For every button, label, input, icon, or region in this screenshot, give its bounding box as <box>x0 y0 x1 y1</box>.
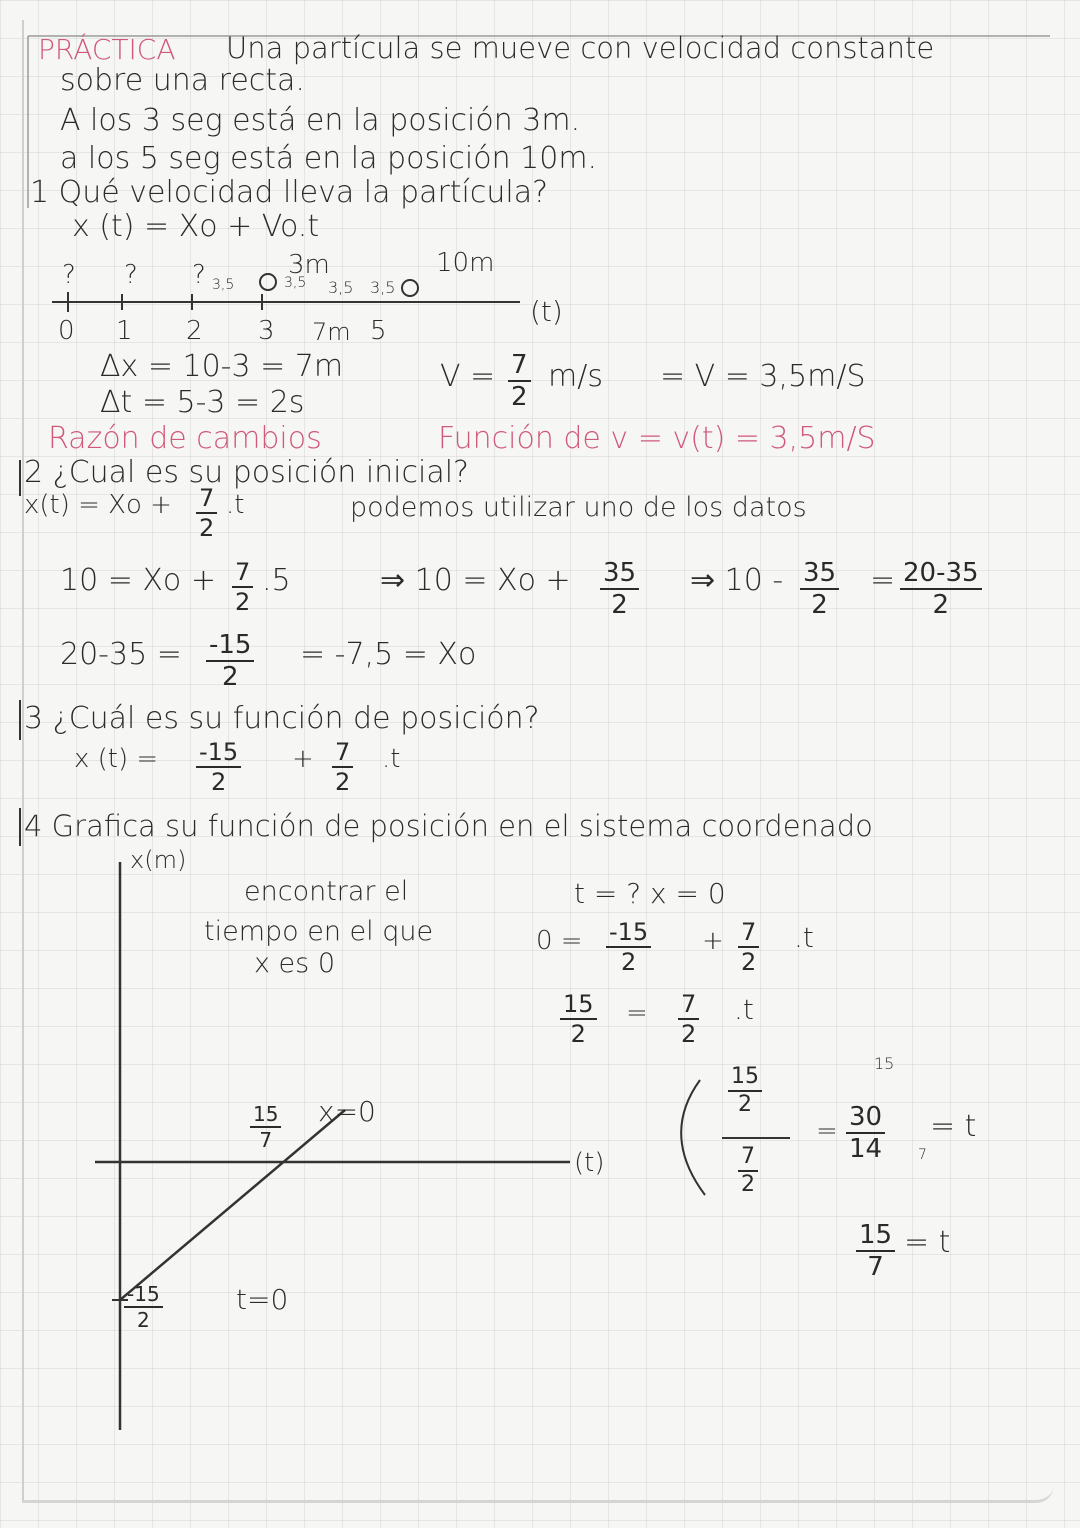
q4-eq2-frac2 <box>678 992 699 1046</box>
q3-pre: x (t) = <box>74 744 159 774</box>
q4-eq2-t: .t <box>734 993 754 1026</box>
q2-eq-num: 7 <box>196 486 217 514</box>
q4-eq2-frac1 <box>560 992 597 1046</box>
nl-question-3: ? <box>192 260 206 290</box>
graph-y-intercept-label <box>124 1284 163 1330</box>
q4-c-bot-frac <box>738 1146 758 1196</box>
q2-result: = -7,5 = Xo <box>300 637 477 672</box>
q2-step4-frac <box>900 560 982 618</box>
graph-root-num: 15 <box>250 1104 281 1128</box>
q4-final-num: 15 <box>856 1222 895 1252</box>
q2-eq-pre: x(t) = Xo + <box>24 490 172 520</box>
q4-eq1-den1: 2 <box>620 948 637 976</box>
q4-c-bot-den: 2 <box>741 1172 755 1197</box>
q4-eq1-num2: 7 <box>738 920 759 948</box>
q2-eq-den: 2 <box>199 514 215 542</box>
q2-step5-frac <box>206 632 254 690</box>
formula-position: x (t) = Xo + Vo.t <box>72 209 320 244</box>
q3-frac2 <box>332 740 353 794</box>
q2-step3-num: 35 <box>800 560 839 590</box>
question-4: 4 Grafica su función de posición en el sistema coordenado <box>24 809 873 843</box>
q3-post: .t <box>382 744 401 774</box>
q4-t-question: t = ? x = 0 <box>574 877 726 910</box>
graph-t-axis-label: (t) <box>574 1148 605 1178</box>
q2-step1-den: 2 <box>235 588 251 616</box>
q4-note-2: tiempo en el que <box>204 916 434 947</box>
calc-v-den: 2 <box>511 382 528 412</box>
q4-eq2-num1: 15 <box>560 992 597 1020</box>
q4-eq1-frac2 <box>738 920 759 974</box>
calc-v-unit: m/s <box>548 359 603 394</box>
funcion-de-v: Función de v = v(t) = 3,5m/S <box>438 421 876 456</box>
q4-final-den: 7 <box>867 1252 884 1282</box>
q3-plus: + <box>292 744 314 774</box>
calc-v-num: 7 <box>508 352 531 382</box>
q3-den2: 2 <box>335 768 351 796</box>
calc-dt: Δt = 5-3 = 2s <box>100 385 305 420</box>
q4-c-30: 30 <box>846 1104 885 1134</box>
nl-step-2: 3,5 <box>284 275 307 291</box>
q4-c-top-num: 15 <box>728 1066 762 1092</box>
question-3: 3 ¿Cuál es su función de posición? <box>24 701 540 736</box>
nl-3m: 3m <box>288 250 330 280</box>
q2-step3-den: 2 <box>811 590 828 620</box>
q3-den1: 2 <box>210 768 227 796</box>
graph-y-axis-label: x(m) <box>130 846 187 874</box>
q4-c-equals-t: = t <box>930 1109 977 1144</box>
q4-eq1-num1: -15 <box>606 920 651 948</box>
title-label: PRÁCTICA <box>38 33 176 66</box>
line-3seg: A los 3 seg está en la posición 3m. <box>60 103 581 138</box>
graph-x0-label: x=0 <box>318 1095 376 1128</box>
graph-t0-label: t=0 <box>236 1283 289 1316</box>
nl-tick-0: 0 <box>58 316 75 346</box>
q4-eq2-num2: 7 <box>678 992 699 1020</box>
q2-step2-num: 35 <box>600 560 639 590</box>
razon-de-cambios: Razón de cambios <box>48 421 322 456</box>
graph-y-intercept-den: 2 <box>136 1308 150 1332</box>
q4-c-top-den: 2 <box>738 1092 752 1117</box>
q4-eq1-t: .t <box>794 921 814 954</box>
graph-root-den: 7 <box>259 1128 273 1152</box>
q2-step3-eq: = <box>870 563 896 598</box>
q2-step2-den: 2 <box>611 590 628 620</box>
question-1: 1 Qué velocidad lleva la partícula? <box>30 175 549 210</box>
nl-7m: 7m <box>312 318 351 346</box>
q2-step2-frac <box>600 560 639 618</box>
q4-eq1-plus: + <box>702 926 724 956</box>
q4-eq1-pre: 0 = <box>536 926 583 956</box>
q3-frac1 <box>196 740 241 794</box>
q4-c-result-frac <box>846 1104 885 1162</box>
nl-tick-5: 5 <box>370 316 387 346</box>
q2-step1-num: 7 <box>232 560 253 588</box>
title-text: Una partícula se mueve con velocidad constante <box>226 31 935 65</box>
nl-question-2: ? <box>124 260 138 290</box>
q4-final-equals-t: = t <box>904 1225 951 1260</box>
q3-num2: 7 <box>332 740 353 768</box>
q4-eq2-eq: = <box>626 998 648 1028</box>
q4-eq1-den2: 2 <box>741 948 757 976</box>
q3-num1: -15 <box>196 740 241 768</box>
q4-c-top-frac <box>728 1066 762 1116</box>
q4-eq1-frac1 <box>606 920 651 974</box>
nl-tick-2: 2 <box>186 316 203 346</box>
q2-eq-post: .t <box>226 490 245 520</box>
nl-step-1: 3,5 <box>212 277 235 293</box>
nl-step-3: 3,5 <box>328 278 354 297</box>
q4-final-frac <box>856 1222 895 1280</box>
q4-c-eq: = <box>816 1116 838 1146</box>
q2-step3: ⇒ 10 - <box>690 563 784 598</box>
q4-eq2-den2: 2 <box>681 1020 697 1048</box>
q4-note-1: encontrar el <box>244 876 409 907</box>
q2-step5: 20-35 = <box>60 637 182 672</box>
line-recta: sobre una recta. <box>60 63 305 98</box>
q4-eq2-den1: 2 <box>570 1020 586 1048</box>
nl-10m: 10m <box>436 248 495 278</box>
q4-note-3: x es 0 <box>254 948 335 979</box>
q2-step5-den: 2 <box>221 662 239 692</box>
q2-step3-frac <box>800 560 839 618</box>
nl-tick-3: 3 <box>258 316 275 346</box>
q2-step1-frac <box>232 560 253 614</box>
q2-step4-num: 20-35 <box>900 560 982 590</box>
calc-v-frac <box>508 352 531 410</box>
q2-step2: ⇒ 10 = Xo + <box>380 563 571 598</box>
graph-y-intercept-num: -15 <box>124 1284 163 1308</box>
graph-root-label <box>250 1104 281 1150</box>
q2-step1b: .5 <box>262 563 291 598</box>
q2-step4-den: 2 <box>932 590 950 620</box>
q4-c-7-small: 7 <box>918 1147 927 1163</box>
q2-step1: 10 = Xo + <box>60 563 216 598</box>
q4-c-bot-num: 7 <box>738 1146 758 1172</box>
q4-c-14: 14 <box>849 1134 883 1164</box>
q2-eq-frac <box>196 486 217 540</box>
q2-step5-num: -15 <box>206 632 254 662</box>
calc-v-result: = V = 3,5m/S <box>660 359 866 394</box>
line-5seg: a los 5 seg está en la posición 10m. <box>60 141 598 176</box>
q2-note: podemos utilizar uno de los datos <box>350 492 807 523</box>
calc-v-pre: V = <box>440 359 496 394</box>
question-2: 2 ¿Cual es su posición inicial? <box>24 455 469 490</box>
nl-axis-t: (t) <box>530 295 563 328</box>
q4-c-15-small: 15 <box>874 1054 895 1073</box>
nl-step-4: 3,5 <box>370 278 396 297</box>
nl-question-1: ? <box>62 260 76 290</box>
nl-tick-1: 1 <box>116 316 133 346</box>
calc-dx: Δx = 10-3 = 7m <box>100 349 344 384</box>
